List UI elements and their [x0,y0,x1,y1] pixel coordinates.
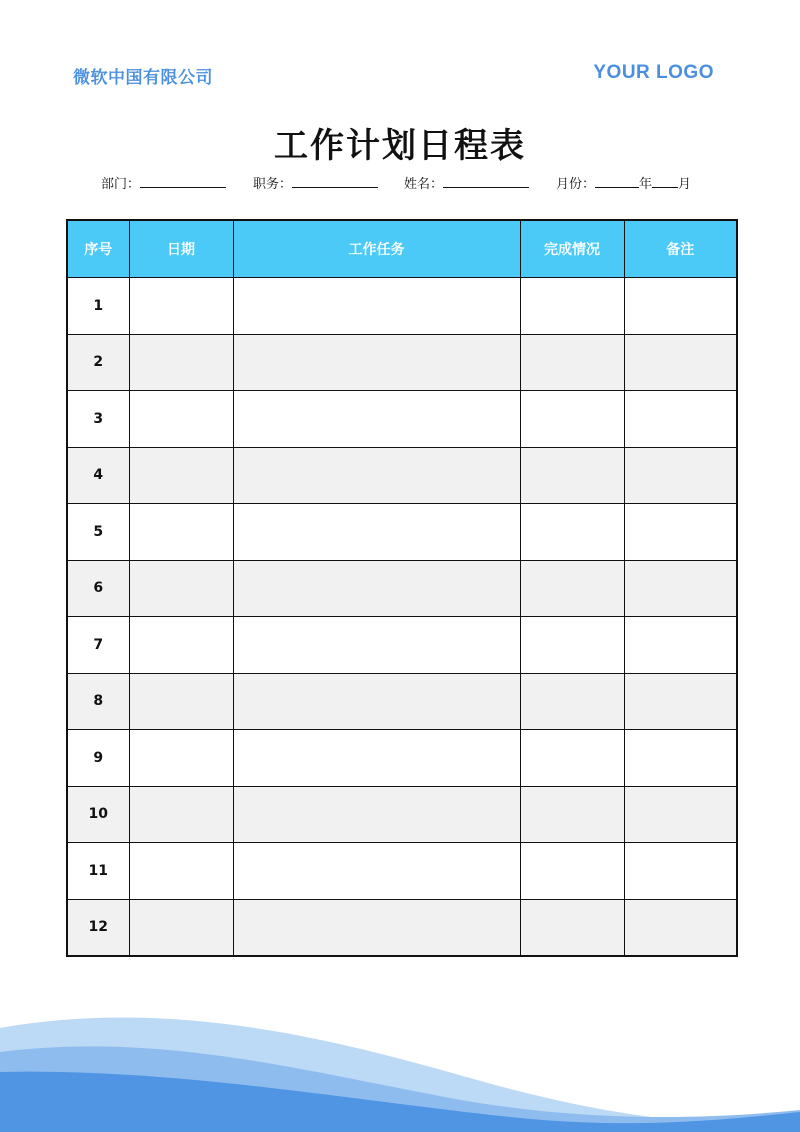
cell-index: 11 [67,843,129,900]
column-header-index: 序号 [67,220,129,278]
cell-task[interactable] [233,504,520,561]
month-unit: 月 [678,177,692,192]
cell-task[interactable] [233,617,520,674]
position-blank[interactable] [292,175,378,188]
cell-date[interactable] [129,504,233,561]
cell-task[interactable] [233,786,520,843]
table-row [67,504,737,561]
cell-task[interactable] [233,334,520,391]
cell-date[interactable] [129,447,233,504]
cell-notes[interactable] [624,334,737,391]
cell-index: 4 [67,447,129,504]
table-row [67,730,737,787]
cell-task[interactable] [233,899,520,956]
table-row [67,843,737,900]
cell-date[interactable] [129,899,233,956]
cell-task[interactable] [233,391,520,448]
page-title: 工作计划日程表 [274,126,526,166]
cell-status[interactable] [520,843,624,900]
cell-date[interactable] [129,334,233,391]
cell-notes[interactable] [624,899,737,956]
cell-task[interactable] [233,730,520,787]
cell-task[interactable] [233,673,520,730]
cell-task[interactable] [233,278,520,335]
table-row [67,786,737,843]
cell-date[interactable] [129,673,233,730]
schedule-table [66,219,738,957]
cell-notes[interactable] [624,278,737,335]
cell-index: 5 [67,504,129,561]
decorative-wave [0,1010,800,1132]
company-name: 微软中国有限公司 [73,68,213,88]
table-header-row [67,220,737,278]
table-row [67,447,737,504]
cell-status[interactable] [520,786,624,843]
table-row [67,334,737,391]
table-row [67,899,737,956]
name-blank[interactable] [443,175,529,188]
year-blank[interactable] [595,175,639,188]
cell-date[interactable] [129,843,233,900]
cell-task[interactable] [233,447,520,504]
name-label: 姓名： [404,177,444,192]
position-field[interactable] [253,173,378,192]
cell-status[interactable] [520,334,624,391]
cell-date[interactable] [129,278,233,335]
cell-status[interactable] [520,447,624,504]
cell-date[interactable] [129,730,233,787]
cell-index: 3 [67,391,129,448]
column-header-notes: 备注 [624,220,737,278]
cell-notes[interactable] [624,673,737,730]
department-blank[interactable] [140,175,226,188]
cell-notes[interactable] [624,786,737,843]
cell-index: 8 [67,673,129,730]
cell-notes[interactable] [624,617,737,674]
cell-index: 1 [67,278,129,335]
table-row [67,617,737,674]
cell-index: 9 [67,730,129,787]
table-row [67,391,737,448]
cell-date[interactable] [129,617,233,674]
cell-notes[interactable] [624,843,737,900]
cell-status[interactable] [520,730,624,787]
cell-status[interactable] [520,899,624,956]
cell-notes[interactable] [624,391,737,448]
department-field[interactable] [101,173,226,192]
cell-status[interactable] [520,560,624,617]
department-label: 部门： [101,177,141,192]
cell-notes[interactable] [624,447,737,504]
cell-status[interactable] [520,391,624,448]
cell-date[interactable] [129,391,233,448]
cell-index: 2 [67,334,129,391]
cell-notes[interactable] [624,504,737,561]
month-label: 月份： [556,177,596,192]
position-label: 职务： [253,177,293,192]
month-field[interactable] [556,173,691,192]
logo-text: YOUR LOGO [593,62,714,83]
cell-status[interactable] [520,278,624,335]
table-row [67,673,737,730]
month-blank[interactable] [652,175,678,188]
cell-status[interactable] [520,617,624,674]
cell-index: 12 [67,899,129,956]
cell-date[interactable] [129,786,233,843]
name-field[interactable] [404,173,529,192]
cell-index: 10 [67,786,129,843]
cell-status[interactable] [520,504,624,561]
cell-notes[interactable] [624,730,737,787]
table-row [67,278,737,335]
cell-status[interactable] [520,673,624,730]
table-row [67,560,737,617]
cell-notes[interactable] [624,560,737,617]
year-unit: 年 [639,177,653,192]
cell-index: 6 [67,560,129,617]
cell-task[interactable] [233,843,520,900]
column-header-date: 日期 [129,220,233,278]
column-header-status: 完成情况 [520,220,624,278]
column-header-task: 工作任务 [233,220,520,278]
cell-index: 7 [67,617,129,674]
cell-date[interactable] [129,560,233,617]
cell-task[interactable] [233,560,520,617]
